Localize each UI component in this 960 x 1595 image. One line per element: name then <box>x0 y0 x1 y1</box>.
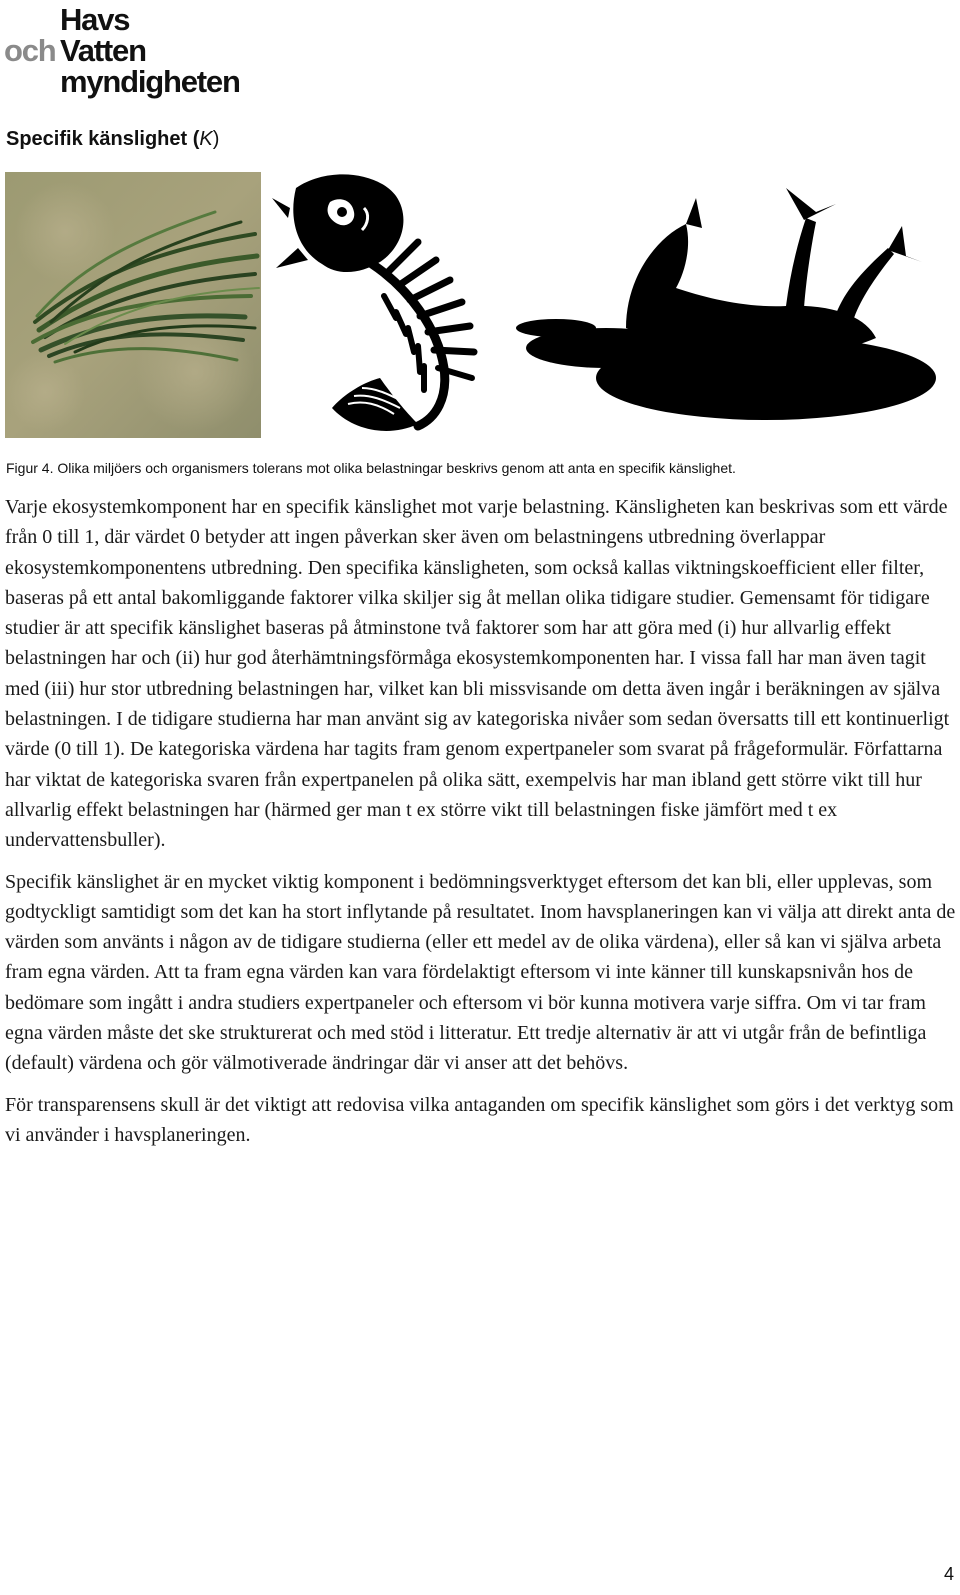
section-heading <box>6 128 219 151</box>
logo-line-och: och <box>4 33 56 68</box>
seagrass-photo <box>5 172 261 438</box>
section-heading-close: ) <box>212 128 220 150</box>
agency-logo <box>4 2 254 98</box>
fish-skeleton-illustration <box>268 168 488 440</box>
logo-line-vatten: Vatten <box>60 33 146 68</box>
figure-caption: Figur 4. Olika miljöers och organismers tolerans mot olika belastningar beskrivs genom att anta en specifik känslighet. <box>6 460 736 476</box>
oil-covered-bird-illustration <box>516 178 946 430</box>
page-number: 4 <box>943 1564 954 1584</box>
body-text <box>5 492 957 1161</box>
section-heading-symbol: K <box>199 128 213 150</box>
section-heading-text: Specifik känslighet ( <box>6 128 200 150</box>
logo-line-havs: Havs <box>60 2 130 37</box>
paragraph: För transparensens skull är det viktigt att redovisa vilka antaganden om specifik känslighet som görs i det verktyg som vi använder i havsplaneringen. <box>5 1093 954 1146</box>
logo-line-myndigheten: myndigheten <box>60 64 240 99</box>
paragraph: Varje ekosystemkomponent har en specifik känslighet mot varje belastning. Känsligheten kan beskrivas som ett värde från 0 till 1, där värdet 0 betyder att ingen påverkan sker även om belastningens utbredning överlappar ekosystemkomponentens utbredning. Den specifika känsligheten, som också kallas viktningskoefficient eller filter, baseras på ett antal bakomliggande faktorer vilka skiljer sig åt mellan olika tidigare studier. Gemensamt för tidigare studier är att specifik känslighet baseras på åtminstone två faktorer som har att göra med (i) hur allvarlig effekt belastningen har och (ii) hur god återhämtningsförmåga ekosystemkomponenten har. I vissa fall har man även tagit med (iii) hur stor utbredning belastningen har, vilket kan bli missvisande om detta även ingår i beräkningen av själva belastningen. I de tidigare studierna har man använt sig av kategoriska nivåer som sedan översatts till ett kontinuerligt värde (0 till 1). De kategoriska värdena har tagits fram genom expertpaneler som svarat på frågeformulär. Författarna har viktat de kategoriska svaren från expertpanelen på olika sätt, exempelvis har man ibland gett större vikt till hur allvarlig effekt belastningen har (härmed ger man t ex större vikt till belastningen fiske jämfört med t ex undervattensbuller). <box>5 496 950 852</box>
paragraph: Specifik känslighet är en mycket viktig komponent i bedömningsverktyget eftersom det kan bli, eller upplevas, som godtyckligt samtidigt som det kan ha stort inflytande på resultatet. Inom havsplaneringen kan vi välja att direkt anta de värden som använts i någon av de tidigare studierna (eller ett medel av de olika värdena), eller så kan vi själva arbeta fram egna värden. Att ta fram egna värden kan vara fördelaktigt eftersom vi inte känner till kunskapsnivån hos de bedömare som ingått i andra studiers expertpaneler och eftersom vi bör kunna motivera varje siffra. Om vi tar fram egna värden måste det ske strukturerat och med stöd i litteratur. Ett tredje alternativ är att vi utgår från de befintliga (default) värdena och gör välmotiverade ändringar där vi anser att det behövs. <box>5 870 956 1075</box>
